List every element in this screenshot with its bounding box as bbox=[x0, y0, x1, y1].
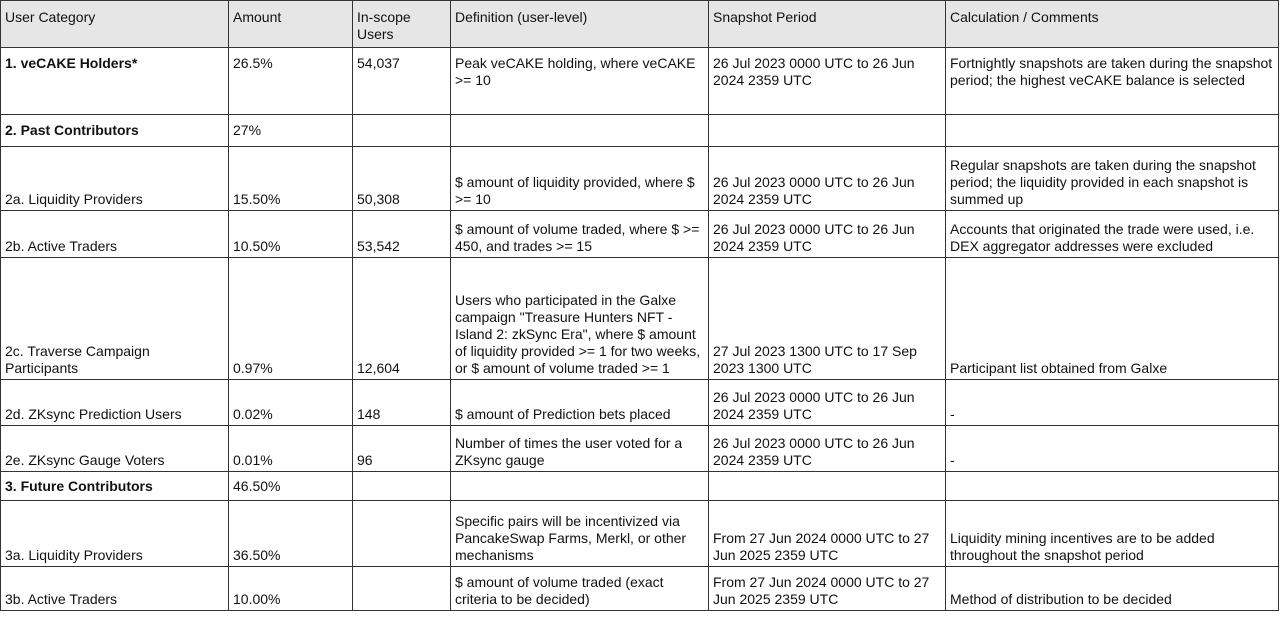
cell-definition: Peak veCAKE holding, where veCAKE >= 10 bbox=[451, 48, 709, 115]
cell-amount: 10.00% bbox=[229, 567, 353, 611]
cell-definition: $ amount of Prediction bets placed bbox=[451, 380, 709, 426]
cell-comments: - bbox=[946, 426, 1279, 472]
cell-users bbox=[353, 567, 451, 611]
cell-period: From 27 Jun 2024 0000 UTC to 27 Jun 2025 2359 UTC bbox=[709, 501, 946, 567]
cell-category: 2a. Liquidity Providers bbox=[1, 147, 229, 211]
cell-comments: - bbox=[946, 380, 1279, 426]
cell-users bbox=[353, 472, 451, 501]
cell-amount: 27% bbox=[229, 115, 353, 147]
header-user-category: User Category bbox=[1, 1, 229, 48]
cell-period: 26 Jul 2023 0000 UTC to 26 Jun 2024 2359 UTC bbox=[709, 426, 946, 472]
cell-period bbox=[709, 115, 946, 147]
cell-amount: 0.97% bbox=[229, 258, 353, 380]
cell-comments bbox=[946, 472, 1279, 501]
cell-definition: Number of times the user voted for a ZKsync gauge bbox=[451, 426, 709, 472]
cell-category: 2b. Active Traders bbox=[1, 211, 229, 258]
cell-amount: 46.50% bbox=[229, 472, 353, 501]
cell-definition: Users who participated in the Galxe campaign "Treasure Hunters NFT - Island 2: zkSync Era", where $ amount of liquidity provided >= 1 for two weeks, or $ amount of volume traded >= 1 bbox=[451, 258, 709, 380]
cell-amount: 0.01% bbox=[229, 426, 353, 472]
cell-users: 53,542 bbox=[353, 211, 451, 258]
cell-amount: 15.50% bbox=[229, 147, 353, 211]
header-comments: Calculation / Comments bbox=[946, 1, 1279, 48]
header-in-scope-users: In-scope Users bbox=[353, 1, 451, 48]
table-row bbox=[1, 211, 1279, 258]
cell-users: 50,308 bbox=[353, 147, 451, 211]
table-row bbox=[1, 426, 1279, 472]
cell-category: 2c. Traverse Campaign Participants bbox=[1, 258, 229, 380]
cell-period bbox=[709, 472, 946, 501]
cell-period: 27 Jul 2023 1300 UTC to 17 Sep 2023 1300 UTC bbox=[709, 258, 946, 380]
table-header-row bbox=[1, 1, 1279, 48]
cell-users: 148 bbox=[353, 380, 451, 426]
cell-amount: 0.02% bbox=[229, 380, 353, 426]
cell-comments: Fortnightly snapshots are taken during the snapshot period; the highest veCAKE balance is selected bbox=[946, 48, 1279, 115]
cell-users: 96 bbox=[353, 426, 451, 472]
cell-period: 26 Jul 2023 0000 UTC to 26 Jun 2024 2359 UTC bbox=[709, 48, 946, 115]
table-row bbox=[1, 567, 1279, 611]
table-row bbox=[1, 48, 1279, 115]
cell-period: 26 Jul 2023 0000 UTC to 26 Jun 2024 2359 UTC bbox=[709, 211, 946, 258]
cell-amount: 26.5% bbox=[229, 48, 353, 115]
cell-comments: Method of distribution to be decided bbox=[946, 567, 1279, 611]
cell-category: 2. Past Contributors bbox=[1, 115, 229, 147]
table-row bbox=[1, 472, 1279, 501]
cell-comments: Participant list obtained from Galxe bbox=[946, 258, 1279, 380]
cell-amount: 36.50% bbox=[229, 501, 353, 567]
header-amount: Amount bbox=[229, 1, 353, 48]
cell-definition: Specific pairs will be incentivized via PancakeSwap Farms, Merkl, or other mechanisms bbox=[451, 501, 709, 567]
cell-definition: $ amount of volume traded (exact criteria to be decided) bbox=[451, 567, 709, 611]
table-row bbox=[1, 258, 1279, 380]
cell-users: 54,037 bbox=[353, 48, 451, 115]
cell-definition: $ amount of liquidity provided, where $ >= 10 bbox=[451, 147, 709, 211]
table-row bbox=[1, 380, 1279, 426]
cell-category: 2d. ZKsync Prediction Users bbox=[1, 380, 229, 426]
table-row bbox=[1, 147, 1279, 211]
cell-category: 1. veCAKE Holders* bbox=[1, 48, 229, 115]
cell-category: 3a. Liquidity Providers bbox=[1, 501, 229, 567]
table-row bbox=[1, 115, 1279, 147]
table-row bbox=[1, 501, 1279, 567]
cell-users: 12,604 bbox=[353, 258, 451, 380]
cell-comments: Regular snapshots are taken during the snapshot period; the liquidity provided in each snapshot is summed up bbox=[946, 147, 1279, 211]
cell-period: 26 Jul 2023 0000 UTC to 26 Jun 2024 2359 UTC bbox=[709, 147, 946, 211]
cell-category: 2e. ZKsync Gauge Voters bbox=[1, 426, 229, 472]
cell-amount: 10.50% bbox=[229, 211, 353, 258]
cell-period: From 27 Jun 2024 0000 UTC to 27 Jun 2025 2359 UTC bbox=[709, 567, 946, 611]
cell-period: 26 Jul 2023 0000 UTC to 26 Jun 2024 2359 UTC bbox=[709, 380, 946, 426]
cell-definition bbox=[451, 472, 709, 501]
cell-comments bbox=[946, 115, 1279, 147]
cell-users bbox=[353, 115, 451, 147]
cell-definition: $ amount of volume traded, where $ >= 450, and trades >= 15 bbox=[451, 211, 709, 258]
cell-category: 3. Future Contributors bbox=[1, 472, 229, 501]
cell-comments: Liquidity mining incentives are to be added throughout the snapshot period bbox=[946, 501, 1279, 567]
cell-users bbox=[353, 501, 451, 567]
cell-comments: Accounts that originated the trade were used, i.e. DEX aggregator addresses were excluded bbox=[946, 211, 1279, 258]
cell-category: 3b. Active Traders bbox=[1, 567, 229, 611]
header-definition: Definition (user-level) bbox=[451, 1, 709, 48]
cell-definition bbox=[451, 115, 709, 147]
header-snapshot-period: Snapshot Period bbox=[709, 1, 946, 48]
